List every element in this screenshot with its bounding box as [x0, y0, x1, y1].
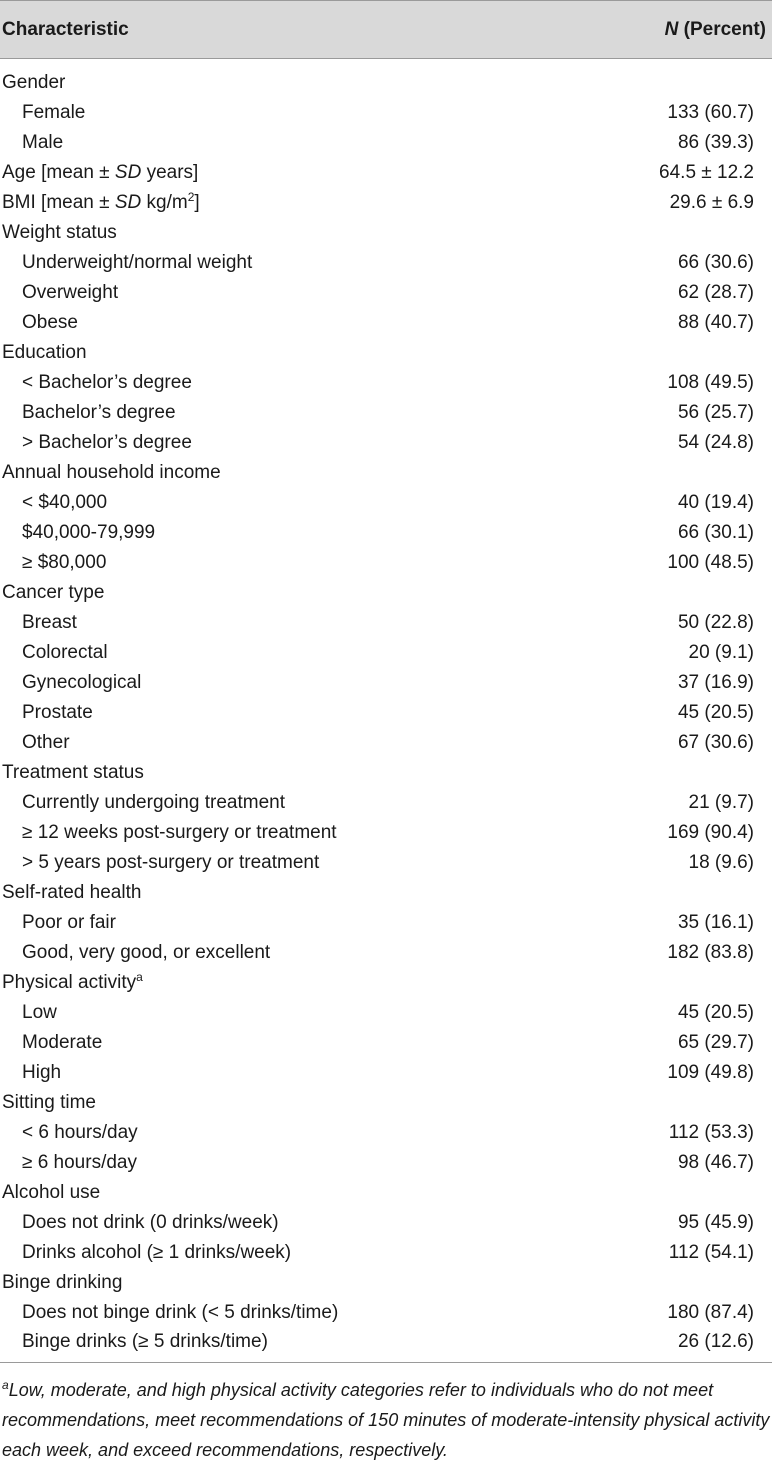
table-row: [0, 728, 772, 758]
row-label: Obese: [22, 312, 78, 333]
row-value: 26 (12.6): [562, 1328, 772, 1363]
row-value: 37 (16.9): [677, 672, 754, 693]
row-label: < 6 hours/day: [22, 1122, 138, 1143]
row-value: 112 (53.3): [668, 1122, 754, 1143]
bmi-label-tail: ]: [194, 192, 200, 213]
age-label-pre: Age [mean ±: [2, 162, 115, 183]
row-label: < $40,000: [22, 492, 108, 513]
row-value: [562, 1178, 772, 1208]
category-row-income: [0, 458, 772, 488]
row-value: 29.6 ± 6.9: [669, 192, 754, 213]
row-value: 64.5 ± 12.2: [659, 162, 754, 183]
table-row: [0, 1238, 772, 1268]
row-label: Does not binge drink (< 5 drinks/time): [22, 1302, 339, 1323]
row-value: 62 (28.7): [677, 282, 754, 303]
bmi-label-superscript: 2: [187, 190, 195, 204]
row-value: 108 (49.5): [667, 372, 754, 393]
header-n-symbol: N: [664, 18, 679, 40]
row-value: 18 (9.6): [688, 852, 754, 873]
footnote-text: Low, moderate, and high physical activity categories refer to individuals who do not meet recommendations, meet recommendations of 150 minutes of moderate-intensity physical activity each week, and exceed recommendations, respectively.: [2, 1380, 770, 1460]
table-row: [0, 428, 772, 458]
table-row: [0, 398, 772, 428]
row-value: [562, 1088, 772, 1118]
row-label: Female: [22, 102, 86, 123]
table-row: [0, 1118, 772, 1148]
table-footnote: [0, 1375, 772, 1465]
category-row-self-rated-health: [0, 878, 772, 908]
row-label-physical-activity: [0, 968, 562, 998]
category-row-weight-status: [0, 218, 772, 248]
row-label: Sitting time: [2, 1092, 96, 1113]
table-row: [0, 1328, 772, 1363]
footnote-marker: a: [2, 1378, 9, 1392]
table-row: [0, 668, 772, 698]
table-row: [0, 128, 772, 158]
row-value: 54 (24.8): [677, 432, 754, 453]
table-row: [0, 848, 772, 878]
category-row-education: [0, 338, 772, 368]
row-label: Breast: [22, 612, 77, 633]
table-row: [0, 248, 772, 278]
row-label: Treatment status: [2, 762, 144, 783]
row-label: $40,000-79,999: [22, 522, 156, 543]
header-characteristic: Characteristic: [0, 1, 562, 59]
table-row: [0, 818, 772, 848]
table-row: [0, 308, 772, 338]
row-label: Prostate: [22, 702, 93, 723]
row-label: > Bachelor’s degree: [22, 432, 192, 453]
table-row: [0, 1148, 772, 1178]
table-row: [0, 998, 772, 1028]
table-row: [0, 1298, 772, 1328]
category-row-gender: [0, 68, 772, 98]
row-label: Gynecological: [22, 672, 142, 693]
row-label: Low: [22, 1002, 57, 1023]
table-row: [0, 98, 772, 128]
table-row: [0, 368, 772, 398]
row-value: 133 (60.7): [667, 102, 754, 123]
row-label: Annual household income: [2, 462, 221, 483]
row-value: 112 (54.1): [668, 1242, 754, 1263]
row-label: Colorectal: [22, 642, 108, 663]
table-row: [0, 698, 772, 728]
bmi-label-pre: BMI [mean ±: [2, 192, 115, 213]
bmi-label-post: kg/m: [141, 192, 188, 213]
row-value: 50 (22.8): [677, 612, 754, 633]
row-value: [562, 758, 772, 788]
category-row-bmi: [0, 188, 772, 218]
row-label: Poor or fair: [22, 912, 116, 933]
table-row: [0, 638, 772, 668]
row-label: Good, very good, or excellent: [22, 942, 271, 963]
footnote-marker: a: [136, 970, 143, 984]
row-label: < Bachelor’s degree: [22, 372, 192, 393]
row-value: 182 (83.8): [667, 942, 754, 963]
row-label: Gender: [2, 72, 66, 93]
row-label: Binge drinks (≥ 5 drinks/time): [0, 1328, 562, 1363]
row-value: 66 (30.1): [677, 522, 754, 543]
row-label: High: [22, 1062, 62, 1083]
row-value: 169 (90.4): [667, 822, 754, 843]
row-label: ≥ 12 weeks post-surgery or treatment: [22, 822, 337, 843]
table-row: [0, 488, 772, 518]
row-label: Cancer type: [2, 582, 105, 603]
row-value: [562, 968, 772, 998]
table-row: [0, 278, 772, 308]
table-row: [0, 518, 772, 548]
header-n-percent: [562, 1, 772, 59]
age-label-sd: SD: [114, 162, 142, 183]
category-row-alcohol-use: [0, 1178, 772, 1208]
category-row-treatment-status: [0, 758, 772, 788]
row-value: 100 (48.5): [667, 552, 754, 573]
age-label-post: years]: [141, 162, 199, 183]
row-value: 65 (29.7): [677, 1032, 754, 1053]
row-label: Overweight: [22, 282, 119, 303]
table-row: [0, 908, 772, 938]
row-value: 88 (40.7): [677, 312, 754, 333]
row-value: 95 (45.9): [677, 1212, 754, 1233]
category-row-binge-drinking: [0, 1268, 772, 1298]
table-row: [0, 548, 772, 578]
row-label: Moderate: [22, 1032, 103, 1053]
row-value: [562, 878, 772, 908]
row-value: 98 (46.7): [677, 1152, 754, 1173]
row-value: [562, 68, 772, 98]
bmi-label-sd: SD: [114, 192, 142, 213]
table-row: [0, 788, 772, 818]
category-row-age: [0, 158, 772, 188]
row-label: > 5 years post-surgery or treatment: [22, 852, 320, 873]
row-label: Bachelor’s degree: [22, 402, 176, 423]
row-value: 86 (39.3): [677, 132, 754, 153]
category-row-physical-activity: [0, 968, 772, 998]
row-value: [562, 1268, 772, 1298]
row-value: 67 (30.6): [677, 732, 754, 753]
row-value: 40 (19.4): [677, 492, 754, 513]
row-label-age: [0, 158, 562, 188]
row-label: Underweight/normal weight: [22, 252, 253, 273]
row-label: Currently undergoing treatment: [22, 792, 285, 813]
row-label: Male: [22, 132, 64, 153]
row-label: Drinks alcohol (≥ 1 drinks/week): [22, 1242, 292, 1263]
table-row: [0, 938, 772, 968]
physical-activity-label: Physical activity: [2, 972, 137, 993]
row-value: 66 (30.6): [677, 252, 754, 273]
row-value: 20 (9.1): [688, 642, 754, 663]
row-label: Does not drink (0 drinks/week): [22, 1212, 279, 1233]
row-label: Binge drinking: [2, 1272, 123, 1293]
row-label: ≥ $80,000: [22, 552, 107, 573]
row-label: ≥ 6 hours/day: [22, 1152, 137, 1173]
row-value: 45 (20.5): [677, 1002, 754, 1023]
header-percent-text: (Percent): [678, 18, 766, 40]
category-row-cancer-type: [0, 578, 772, 608]
row-value: [562, 338, 772, 368]
row-value: 180 (87.4): [667, 1302, 754, 1323]
row-label: Other: [22, 732, 70, 753]
row-value: 109 (49.8): [667, 1062, 754, 1083]
row-label: Self-rated health: [2, 882, 142, 903]
table-row: [0, 608, 772, 638]
spacer-row: [0, 59, 772, 69]
row-label: Alcohol use: [2, 1182, 101, 1203]
row-value: 35 (16.1): [677, 912, 754, 933]
row-value: 45 (20.5): [677, 702, 754, 723]
row-value: [562, 218, 772, 248]
table-row: [0, 1208, 772, 1238]
row-value: 21 (9.7): [688, 792, 754, 813]
row-label-bmi: [0, 188, 562, 218]
table-row: [0, 1058, 772, 1088]
row-value: [562, 578, 772, 608]
row-value: [562, 458, 772, 488]
row-label: Education: [2, 342, 87, 363]
row-value: 56 (25.7): [677, 402, 754, 423]
row-label: Weight status: [2, 222, 117, 243]
category-row-sitting-time: [0, 1088, 772, 1118]
table-row: [0, 1028, 772, 1058]
table-header-row: [0, 1, 772, 59]
